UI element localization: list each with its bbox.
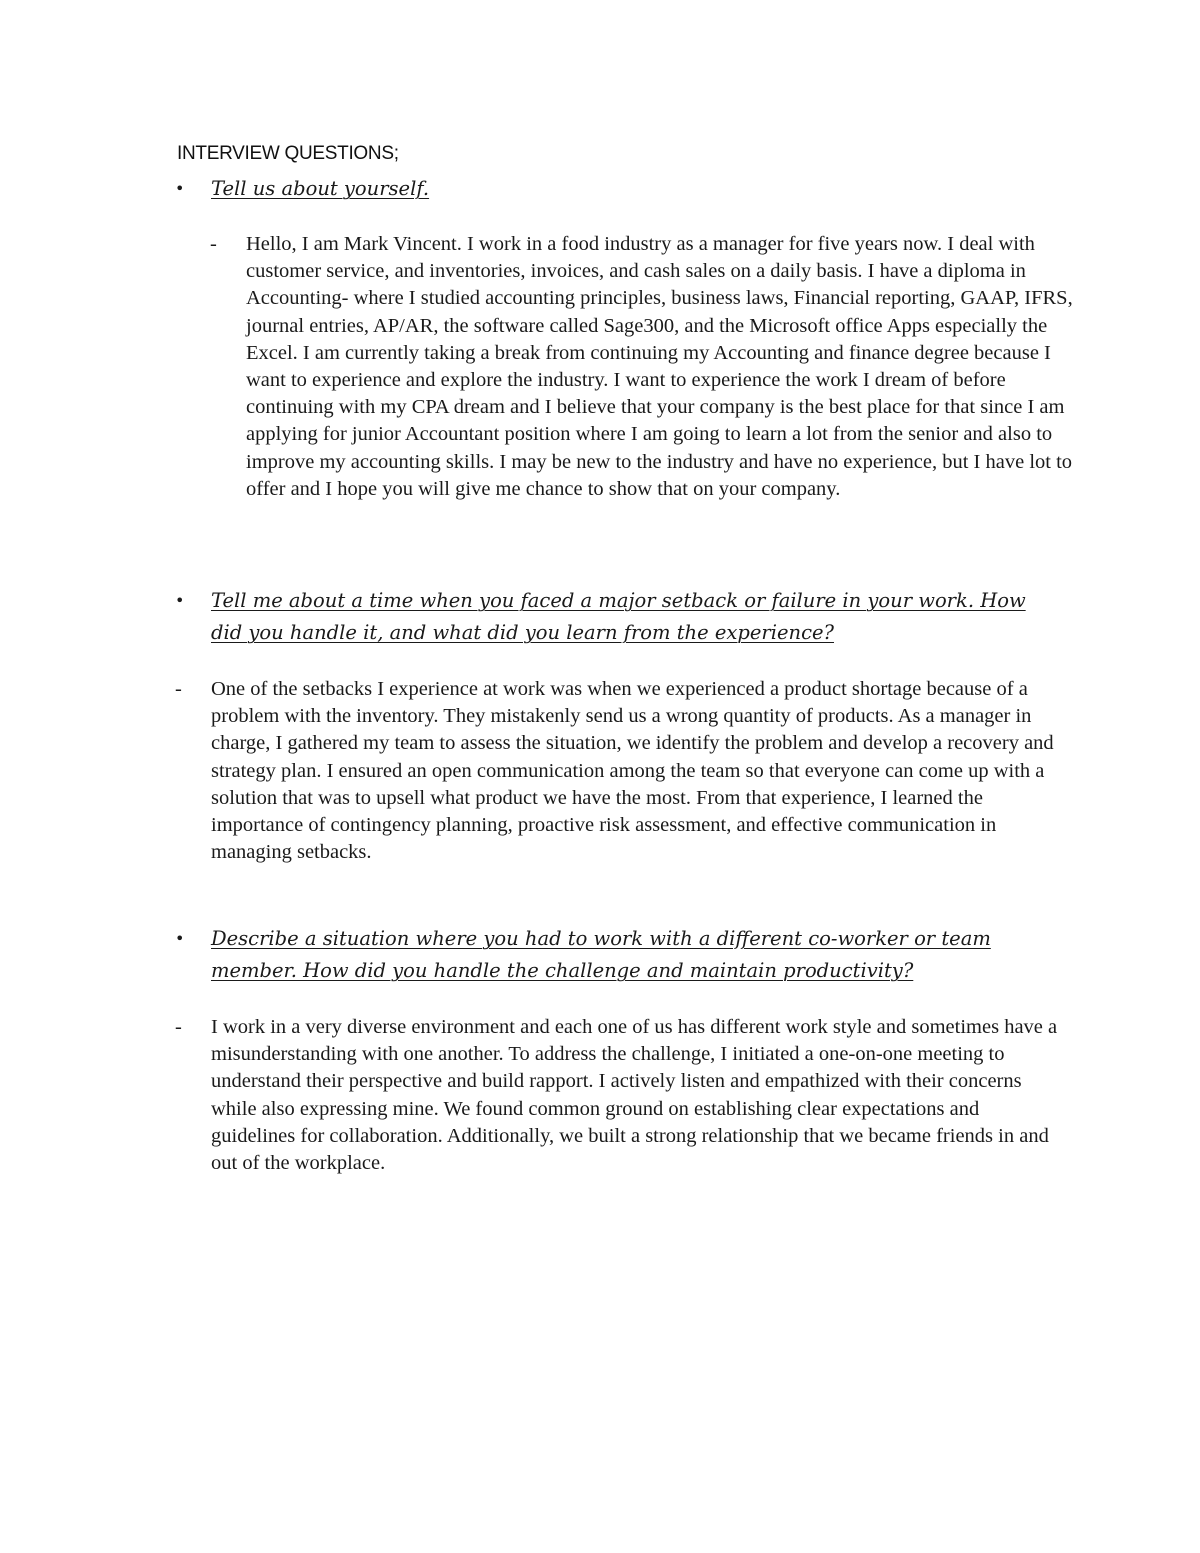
question-text: Describe a situation where you had to work with a different co-worker or team member. How did you handle the challenge and maintain productivity? (211, 927, 991, 982)
answer-text: I work in a very diverse environment and each one of us has different work style and sometimes have a misunderstanding with one another. To address the challenge, I initiated a one-on-one meeting to understand their perspective and build rapport. I actively listen and empathized with their concerns while also expressing mine. We found common ground on establishing clear expectations and guidelines for collaboration. Additionally, we built a strong relationship that we became friends in and out of the workplace. (211, 1016, 1058, 1175)
dash-marker: - (210, 233, 217, 255)
bullet-icon: • (175, 929, 185, 948)
bullet-icon: • (175, 179, 185, 198)
dash-marker: - (175, 1016, 182, 1038)
question-text: Tell us about yourself. (211, 177, 430, 200)
answer-text: One of the setbacks I experience at work was when we experienced a product shortage because of a problem with the inventory. They mistakenly send us a wrong quantity of products. As a manager in charge, I gathered my team to assess the situation, we identify the problem and develop a recovery and strategy plan. I ensured an open communication among the team so that everyone can come up with a solution that was to upsell what product we have the most. From that experience, I learned the importance of contingency planning, proactive risk assessment, and effective communication in managing setbacks. (211, 678, 1054, 864)
bullet-icon: • (175, 591, 185, 610)
dash-marker: - (175, 678, 182, 700)
answer-text: Hello, I am Mark Vincent. I work in a food industry as a manager for five years now. I deal with customer service, and inventories, invoices, and cash sales on a daily basis. I have a diploma in Accounting- where I studied accounting principles, business laws, Financial reporting, GAAP, IFRS, journal entries, AP/AR, the software called Sage300, and the Microsoft office Apps especially the Excel. I am currently taking a break from continuing my Accounting and finance degree because I want to experience and explore the industry. I want to experience the work I dream of before continuing with my CPA dream and I believe that your company is the best place for that since I am applying for junior Accountant position where I am going to learn a lot from the senior and also to improve my accounting skills. I may be new to the industry and have no experience, but I have lot to offer and I hope you will give me chance to show that on your company. (246, 233, 1073, 500)
question-text: Tell me about a time when you faced a major setback or failure in your work. How did you handle it, and what did you learn from the experience? (211, 589, 1026, 644)
document-heading: INTERVIEW QUESTIONS; (177, 143, 399, 164)
